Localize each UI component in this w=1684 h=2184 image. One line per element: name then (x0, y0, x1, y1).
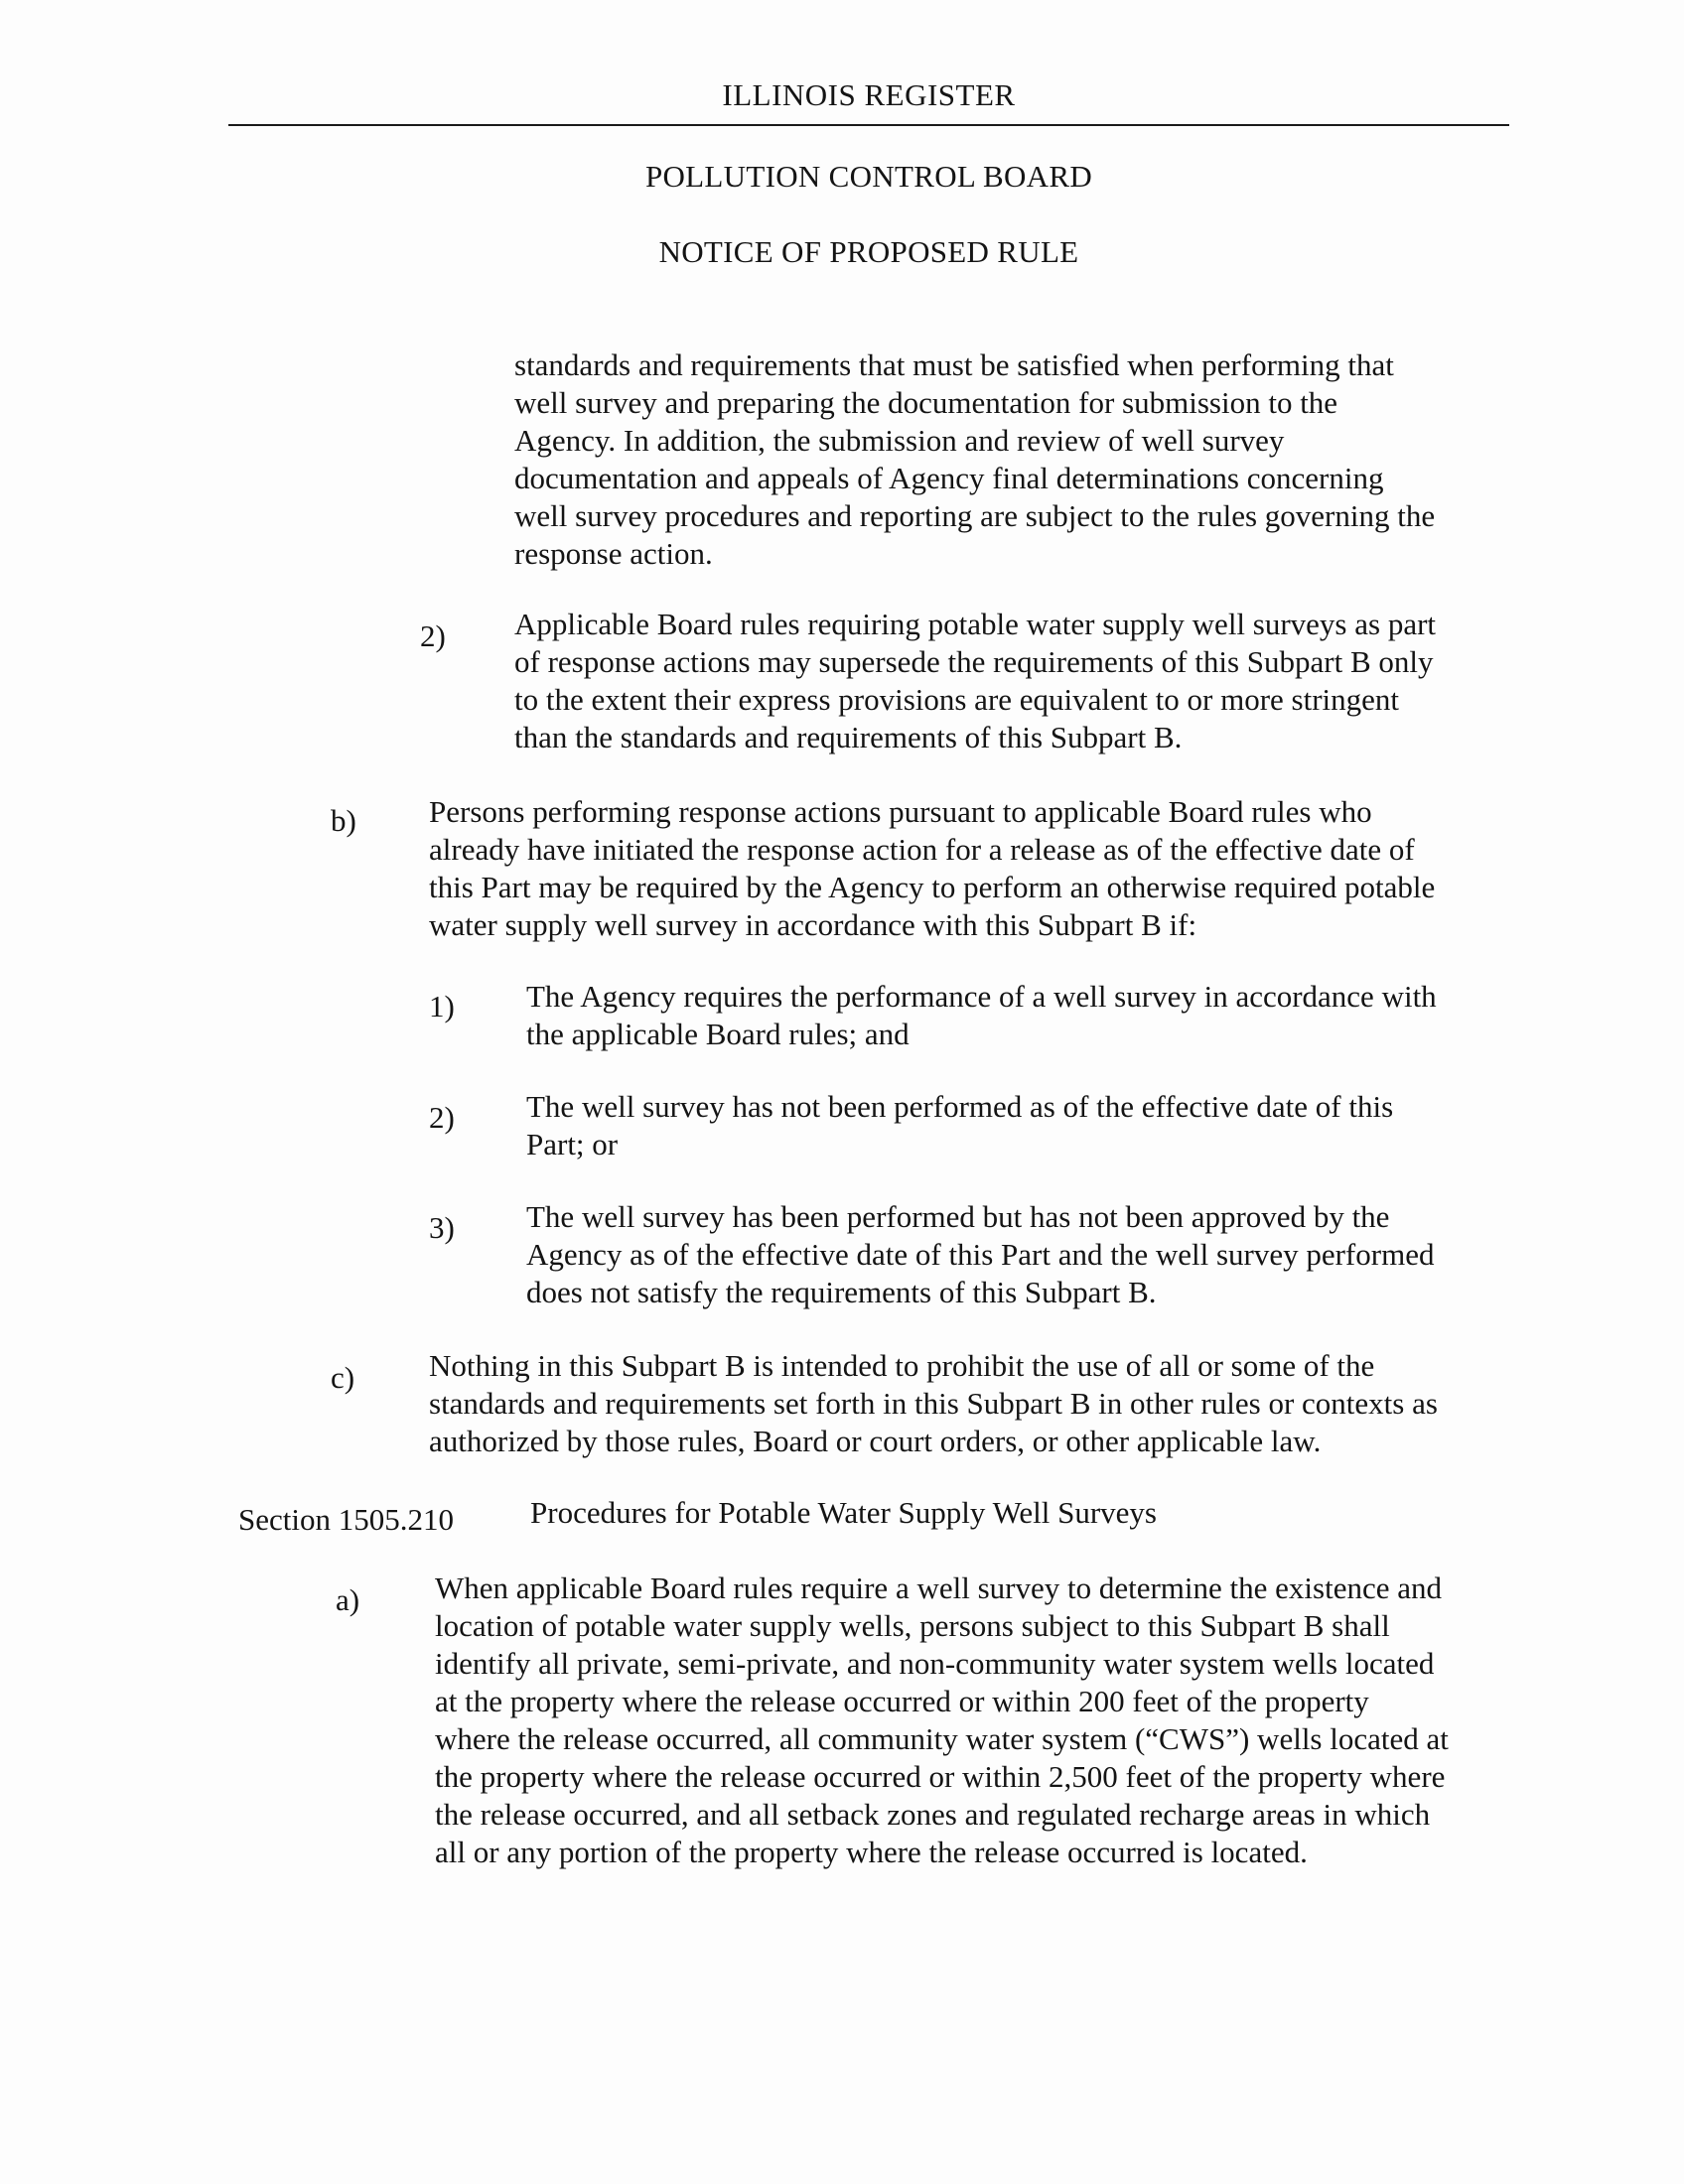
text-line: this Part may be required by the Agency to perform an otherwise required potable (429, 870, 1436, 904)
text-line: The well survey has not been performed as of the effective date of this (526, 1089, 1394, 1124)
text-line: authorized by those rules, Board or court orders, or other applicable law. (429, 1424, 1322, 1458)
text-line: standards and requirements set forth in this Subpart B in other rules or contexts as (429, 1386, 1438, 1421)
text-line: Agency. In addition, the submission and review of well survey (514, 423, 1285, 458)
item-label-b3: 3) (429, 1210, 455, 1245)
header-rule (228, 124, 1509, 126)
subsection-a-paragraph (435, 1570, 1449, 1871)
item-label-2: 2) (420, 618, 446, 653)
text-line: well survey and preparing the documentation for submission to the (514, 385, 1338, 420)
text-line: where the release occurred, all community water system (“CWS”) wells located at (435, 1721, 1449, 1756)
text-line: When applicable Board rules require a well survey to determine the existence and (435, 1570, 1442, 1605)
section-number: Section 1505.210 (238, 1502, 454, 1537)
continuation-paragraph (514, 346, 1435, 573)
text-line: identify all private, semi-private, and non-community water system wells located (435, 1646, 1435, 1681)
text-line: the applicable Board rules; and (526, 1017, 910, 1051)
section-title: Procedures for Potable Water Supply Well Surveys (530, 1495, 1157, 1530)
subsection-label-b: b) (331, 803, 356, 838)
register-title: ILLINOIS REGISTER (722, 77, 1016, 112)
text-line: water supply well survey in accordance with this Subpart B if: (429, 907, 1197, 942)
text-line: Applicable Board rules requiring potable water supply well surveys as part (514, 607, 1437, 641)
text-line: Part; or (526, 1127, 619, 1161)
text-line: Persons performing response actions pursuant to applicable Board rules who (429, 794, 1372, 829)
subsection-c-paragraph (429, 1347, 1438, 1460)
item-b1-paragraph (526, 978, 1437, 1053)
text-line: already have initiated the response action for a release as of the effective date of (429, 832, 1415, 867)
board-name: POLLUTION CONTROL BOARD (644, 159, 1093, 194)
text-line: the property where the release occurred or within 2,500 feet of the property where (435, 1759, 1446, 1794)
subsection-label-a: a) (336, 1582, 360, 1617)
item-b3-paragraph (526, 1198, 1434, 1311)
text-line: to the extent their express provisions are equivalent to or more stringent (514, 682, 1400, 717)
text-line: all or any portion of the property where the release occurred is located. (435, 1835, 1308, 1869)
text-line: The Agency requires the performance of a well survey in accordance with (526, 979, 1437, 1014)
text-line: than the standards and requirements of this Subpart B. (514, 720, 1183, 754)
text-line: The well survey has been performed but has not been approved by the (526, 1199, 1390, 1234)
item-label-b2: 2) (429, 1100, 455, 1135)
item-b2-paragraph (526, 1088, 1393, 1163)
text-line: well survey procedures and reporting are subject to the rules governing the (514, 498, 1436, 533)
text-line: the release occurred, and all setback zones and regulated recharge areas in which (435, 1797, 1431, 1832)
text-line: at the property where the release occurred or within 200 feet of the property (435, 1684, 1369, 1718)
notice-title: NOTICE OF PROPOSED RULE (658, 234, 1079, 269)
subsection-label-c: c) (331, 1360, 355, 1395)
subsection-b-paragraph (429, 793, 1435, 944)
text-line: Nothing in this Subpart B is intended to prohibit the use of all or some of the (429, 1348, 1375, 1383)
text-line: response action. (514, 536, 713, 571)
text-line: of response actions may supersede the requirements of this Subpart B only (514, 644, 1434, 679)
text-line: documentation and appeals of Agency final determinations concerning (514, 461, 1384, 495)
text-line: does not satisfy the requirements of this Subpart B. (526, 1275, 1157, 1309)
text-line: location of potable water supply wells, persons subject to this Subpart B shall (435, 1608, 1390, 1643)
item-2-paragraph (514, 606, 1436, 756)
item-label-b1: 1) (429, 989, 455, 1024)
text-line: standards and requirements that must be satisfied when performing that (514, 347, 1394, 382)
text-line: Agency as of the effective date of this Part and the well survey performed (526, 1237, 1435, 1272)
